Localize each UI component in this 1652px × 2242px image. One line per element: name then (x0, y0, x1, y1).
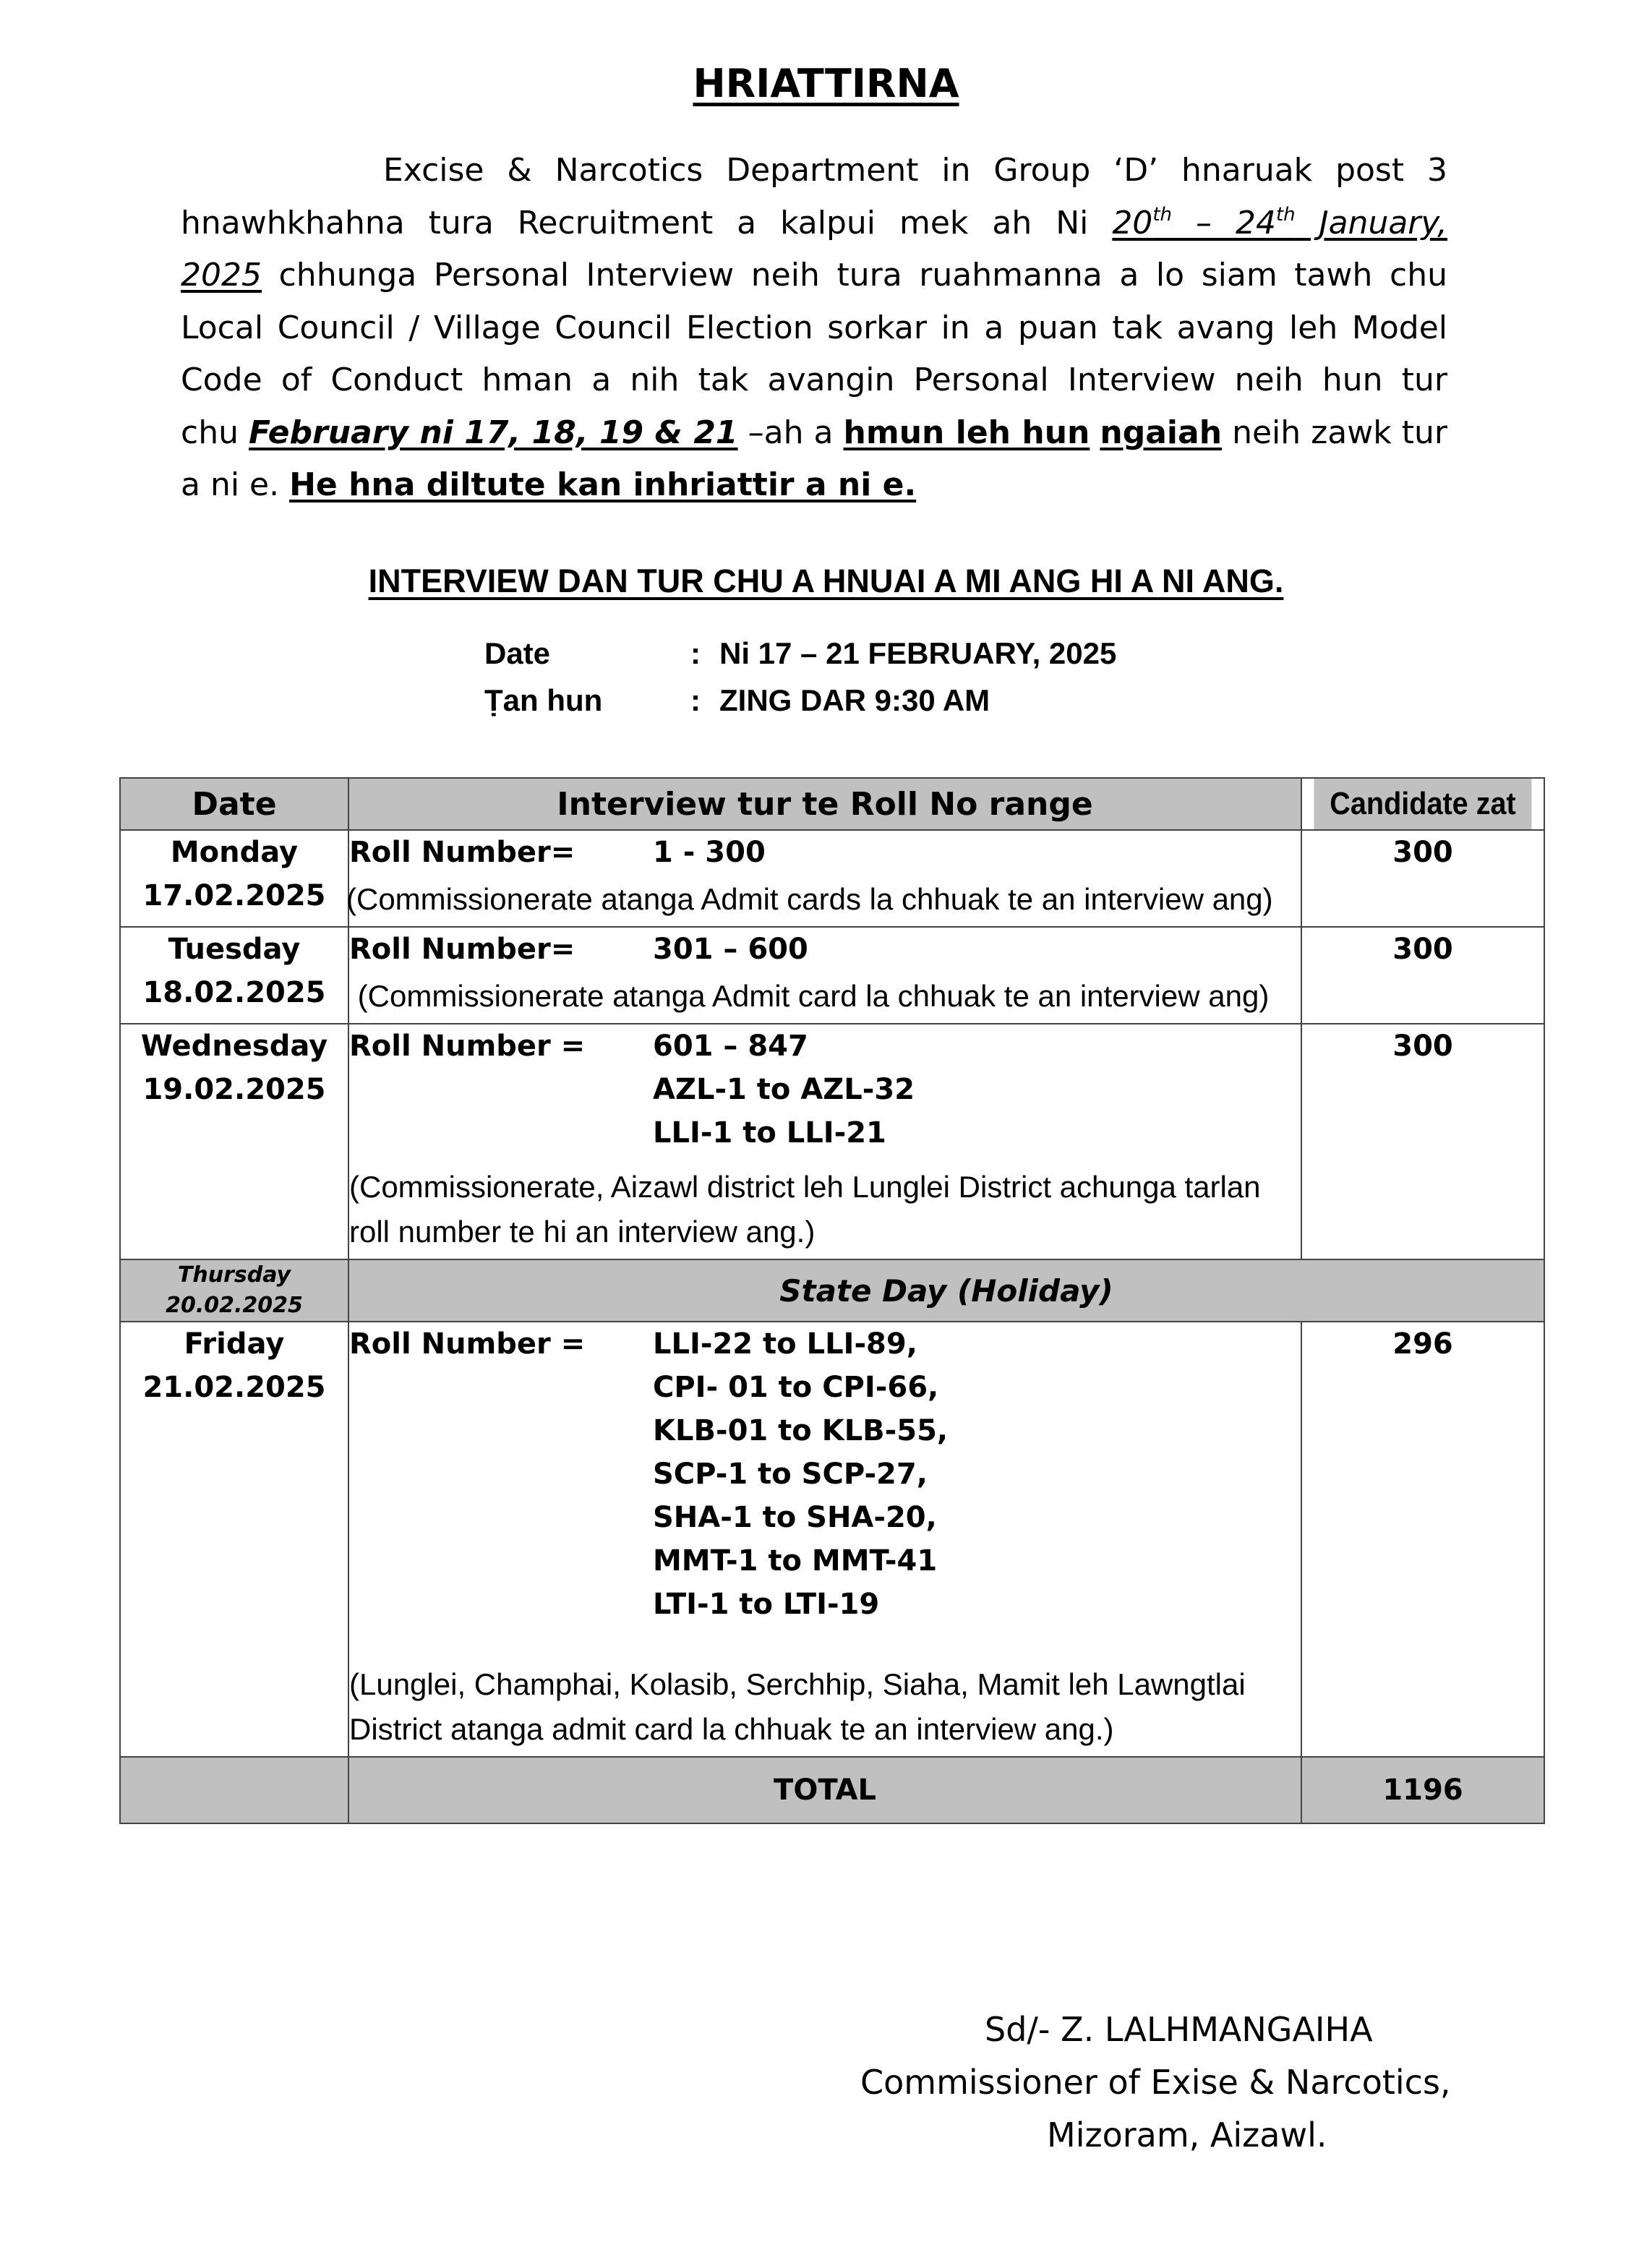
total-value: 1196 (1301, 1757, 1544, 1823)
total-label: TOTAL (348, 1757, 1301, 1823)
holiday-row (120, 1259, 1544, 1322)
roll-range: LLI-1 to LLI-21 (653, 1116, 886, 1150)
row-date: 21.02.2025 (142, 1371, 326, 1404)
para-line-4: Local Council / Village Council Election sorkar in a puan tak avang leh Model (181, 309, 1447, 346)
roll-range: 1 - 300 (653, 836, 766, 869)
row-day: Wednesday (140, 1030, 328, 1063)
roll-range: MMT-1 to MMT-41 (653, 1544, 938, 1578)
roll-range: 601 – 847 (653, 1030, 808, 1063)
row-note: (Commissionerate atanga Admit cards la chhuak te an interview ang) (346, 882, 1273, 916)
info-date-value: Ni 17 – 21 FEBRUARY, 2025 (719, 636, 1117, 670)
row-date: 19.02.2025 (142, 1073, 326, 1106)
row-range-cell (348, 1024, 1301, 1259)
page-title: HRIATTIRNA (693, 61, 959, 106)
signature-location: Mizoram, Aizawl. (1047, 2115, 1327, 2155)
header-date: Date (120, 778, 348, 830)
row-range-cell (348, 927, 1301, 1024)
row-date-cell (120, 1024, 348, 1259)
roll-label: Roll Number= (349, 836, 575, 869)
row-range-cell (348, 830, 1301, 927)
row-day: Tuesday (168, 933, 301, 966)
holiday-label: State Day (Holiday) (348, 1259, 1544, 1322)
row-date-cell (120, 830, 348, 927)
para-line-3: chhunga Personal Interview neih tura ruahmanna a lo siam tawh chu (261, 257, 1447, 294)
feb-dates: February ni 17, 18, 19 & 21 (249, 414, 738, 451)
para-line-6b: –ah a (737, 414, 844, 451)
row-date: 17.02.2025 (142, 879, 326, 912)
signature-name: Sd/- Z. LALHMANGAIHA (985, 2010, 1373, 2049)
total-empty-cell (120, 1757, 348, 1823)
info-date-sep: : (690, 636, 701, 670)
header-range: Interview tur te Roll No range (348, 778, 1301, 830)
roll-range: SCP-1 to SCP-27, (653, 1458, 928, 1491)
para-line-6e: neih zawk tur (1222, 414, 1447, 451)
row-count: 296 (1301, 1322, 1544, 1757)
roll-label: Roll Number = (349, 1327, 586, 1361)
row-note: (Lunglei, Champhai, Kolasib, Serchhip, Siaha, Mamit leh Lawngtlai District atanga admit card la chhuak te an interview ang.) (349, 1667, 1246, 1746)
header-count: Candidate zat (1314, 778, 1532, 830)
roll-range: AZL-1 to AZL-32 (653, 1073, 915, 1106)
info-time-value: ZING DAR 9:30 AM (719, 683, 990, 717)
row-day: Friday (184, 1327, 285, 1361)
row-note: (Commissionerate atanga Admit card la chhuak te an interview ang) (349, 979, 1270, 1013)
roll-range: KLB-01 to KLB-55, (653, 1414, 949, 1447)
row-count: 300 (1301, 830, 1544, 927)
row-date-cell (120, 1322, 348, 1757)
info-date-row (484, 636, 1116, 671)
para-line-5: Code of Conduct hman a nih tak avangin Personal Interview neih hun tur (181, 361, 1447, 398)
table-row (120, 927, 1544, 1024)
para-line-6a: chu (181, 414, 249, 451)
row-day: Monday (170, 836, 299, 869)
emphasis-hmun: hmun leh hun (843, 414, 1090, 451)
row-note: (Commissionerate, Aizawl district leh Lunglei District achunga tarlan roll number te hi an interview ang.) (349, 1170, 1261, 1249)
row-date: 18.02.2025 (142, 976, 326, 1009)
para-line-7a: a ni e. (181, 466, 290, 503)
notice-paragraph (181, 145, 1447, 512)
roll-label: Roll Number = (349, 1030, 586, 1063)
table-row (120, 1322, 1544, 1757)
jan-date-range: 20th – 24th January, (1112, 203, 1447, 241)
table-header-row (120, 778, 1544, 830)
row-date-cell (120, 927, 348, 1024)
row-count: 300 (1301, 927, 1544, 1024)
notice-emphasis: He hna diltute kan inhriattir a ni e. (289, 466, 917, 503)
signature-designation: Commissioner of Exise & Narcotics, (860, 2063, 1451, 2102)
roll-range: LLI-22 to LLI-89, (653, 1327, 917, 1361)
info-time-sep: : (690, 683, 701, 717)
schedule-subheading: INTERVIEW DAN TUR CHU A HNUAI A MI ANG HI A NI ANG. (368, 562, 1284, 599)
roll-range: 301 – 600 (653, 933, 808, 966)
row-count: 300 (1301, 1024, 1544, 1259)
roll-range: LTI-1 to LTI-19 (653, 1588, 880, 1621)
holiday-day: Thursday (177, 1262, 291, 1288)
holiday-date-cell (120, 1259, 348, 1322)
para-line-1: Excise & Narcotics Department in Group ‘D’ hnaruak post 3 (383, 152, 1447, 189)
holiday-date: 20.02.2025 (166, 1293, 303, 1318)
info-date-label: Date (484, 636, 551, 670)
roll-range: CPI- 01 to CPI-66, (653, 1371, 939, 1404)
total-row (120, 1757, 1544, 1823)
row-range-cell (348, 1322, 1301, 1757)
schedule-table (119, 777, 1545, 1824)
roll-range: SHA-1 to SHA-20, (653, 1501, 937, 1534)
table-row (120, 830, 1544, 927)
table-row (120, 1024, 1544, 1259)
roll-label: Roll Number= (349, 933, 575, 966)
info-time-label: Ṭan hun (484, 683, 603, 717)
info-time-row (484, 683, 990, 718)
emphasis-ngaiah: ngaiah (1100, 414, 1223, 451)
jan-year: 2025 (181, 257, 262, 294)
para-line-2: hnawhkhahna tura Recruitment a kalpui mek ah Ni (181, 204, 1113, 241)
